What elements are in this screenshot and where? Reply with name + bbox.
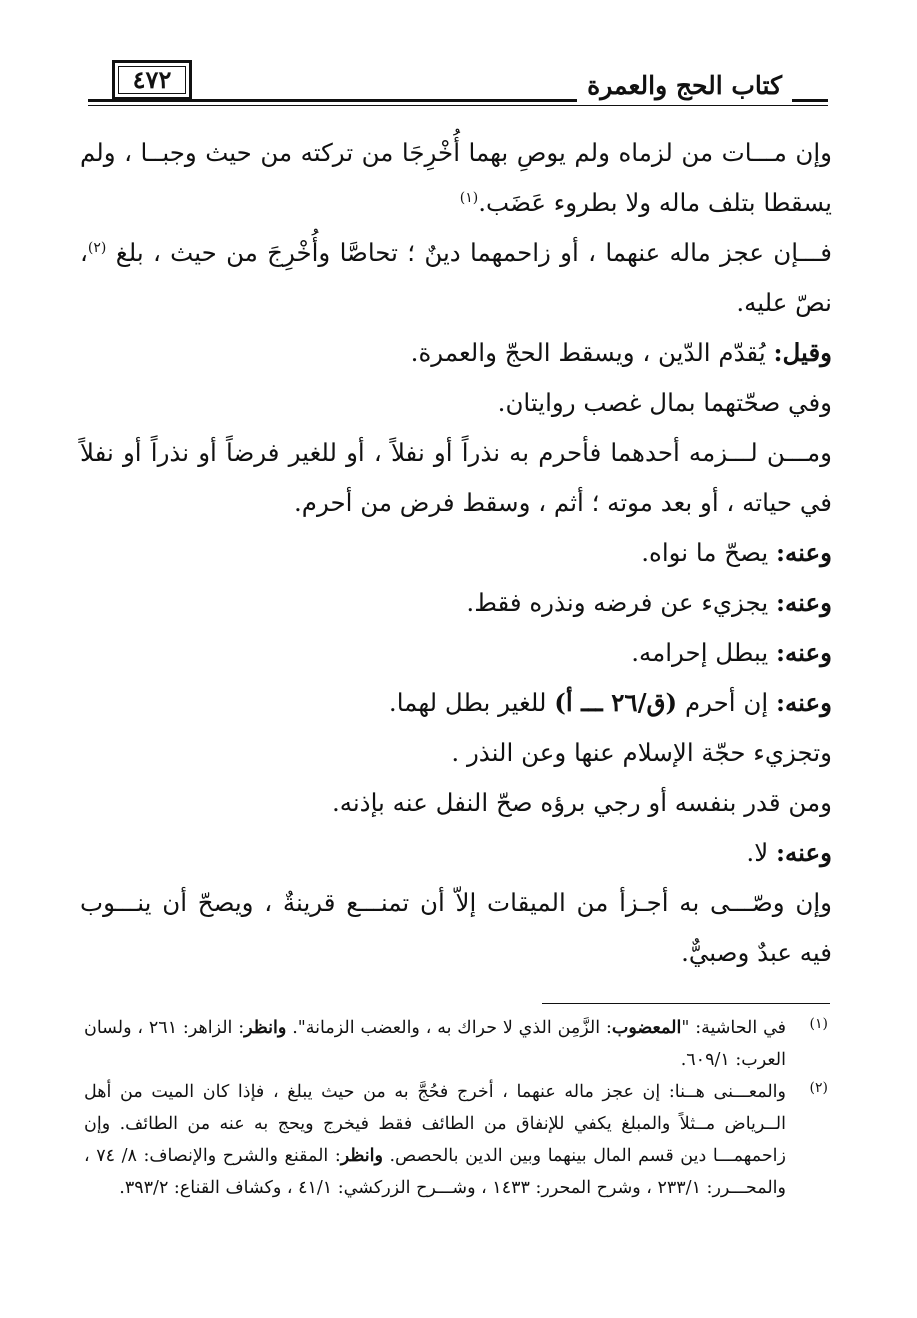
paragraph-9 [80, 678, 832, 728]
paragraph-5 [80, 428, 832, 528]
footnote-text: في الحاشية: " [681, 1018, 787, 1038]
paragraph-lead: وعنه: [775, 588, 832, 617]
paragraph-text: لا. [746, 838, 769, 867]
paragraph-text: وفي صحّتهما بمال غصب روايتان. [497, 388, 832, 417]
paragraph-text: يبطل إحرامه. [631, 638, 769, 667]
paragraph-lead: وعنه: [775, 838, 832, 867]
paragraph-text: فـــإن عجز ماله عنهما ، أو زاحمهما دينٌ ؛ تحاصَّا وأُخْرِجَ من حيث ، بلغ [115, 238, 832, 267]
footnote-mark: (٢) [809, 1080, 828, 1096]
page-header [88, 58, 828, 110]
footnote-bold: وانظر [244, 1018, 287, 1038]
paragraph-2 [80, 228, 832, 328]
paragraph-text: وتجزيء حجّة الإسلام عنها وعن النذر . [451, 738, 832, 767]
paragraph-text: ، نصّ عليه. [80, 238, 832, 317]
footnote-bold: وانظر [340, 1146, 383, 1166]
header-rule-thin [88, 105, 828, 106]
paragraph-6 [80, 528, 832, 578]
main-text [80, 128, 832, 978]
footnote-text: : المقنع والشرح والإنصاف: ٨/ ٧٤ ، والمحـــرر: ٢٣٣/١ ، وشرح المحرر: ١٤٣٣ ، وشـــرح الزركشي: ٤١/١ ، وكشاف القناع: ٣٩٣/٢. [84, 1146, 786, 1198]
paragraph-1 [80, 128, 832, 228]
paragraph-12 [80, 828, 832, 878]
footnote-separator [542, 1003, 830, 1004]
paragraph-3 [80, 328, 832, 378]
running-title: كتاب الحج والعمرة [577, 70, 792, 102]
footnote-text: : الزاهر: ٢٦١ ، ولسان العرب: ٦٠٩/١. [84, 1018, 786, 1070]
paragraph-4 [80, 378, 832, 428]
page-number: ٤٧٢ [118, 66, 186, 94]
paragraph-lead: وعنه: [775, 538, 832, 567]
footnote-text: والمعـــنى هــنا: إن عجز ماله عنهما ، أخرج فحُجَّ به من حيث يبلغ ، فإذا كان الميت من أهل الــرياض مــثلاً والمبلغ يكفي للإنفاق من الطائف فقط فيخرج ويحج به عنه من الطائف. وإن زاحمهمـــا دين قسم المال بينهما وبين الدين بالحصص. [84, 1082, 786, 1166]
paragraph-text: وإن وصّـــى به أجـزأ من الميقات إلاّ أن تمنـــع قرينةٌ ، ويصحّ أن ينـــوب فيه عبدٌ وصبيٌّ. [80, 888, 832, 967]
paragraph-lead: وعنه: [775, 638, 832, 667]
paragraph-13 [80, 878, 832, 978]
paragraph-8 [80, 628, 832, 678]
footnote-text: : الزَّمِن الذي لا حراك به ، والعضب الزمانة". [286, 1018, 612, 1038]
manuscript-folio-ref: (ق/٢٦ ـــ أ) [554, 688, 678, 717]
footnote-1 [84, 1012, 828, 1076]
paragraph-7 [80, 578, 832, 628]
page-number-box [112, 60, 192, 100]
paragraph-text: ومن قدر بنفسه أو رجي برؤه صحّ النفل عنه بإذنه. [331, 788, 832, 817]
paragraph-text: يجزيء عن فرضه ونذره فقط. [466, 588, 769, 617]
paragraph-11 [80, 778, 832, 828]
paragraph-text: يصحّ ما نواه. [641, 538, 769, 567]
footnote-2 [84, 1076, 828, 1204]
footnote-bold: المعضوب [611, 1018, 682, 1038]
paragraph-text: إن أحرم [684, 688, 769, 717]
paragraph-text: ومـــن لـــزمه أحدهما فأحرم به نذراً أو نفلاً ، أو للغير فرضاً أو نذراً أو نفلاً في حياته ، أو بعد موته ؛ أثم ، وسقط فرض من أحرم. [80, 438, 832, 517]
paragraph-lead: وقيل: [773, 338, 832, 367]
paragraph-10 [80, 728, 832, 778]
paragraph-text: يُقدّم الدّين ، ويسقط الحجّ والعمرة. [410, 338, 766, 367]
footnote-ref-2: (٢) [87, 239, 107, 256]
footnotes [84, 1012, 828, 1204]
paragraph-lead: وعنه: [775, 688, 832, 717]
paragraph-text: للغير بطل لهما. [388, 688, 547, 717]
footnote-mark: (١) [809, 1016, 828, 1032]
paragraph-text: وإن مـــات من لزماه ولم يوصِ بهما أُخْرِجَا من تركته من حيث وجبــا ، ولم يسقطا بتلف ماله ولا بطروء عَضَب. [80, 138, 832, 217]
footnote-ref-1: (١) [459, 189, 479, 206]
